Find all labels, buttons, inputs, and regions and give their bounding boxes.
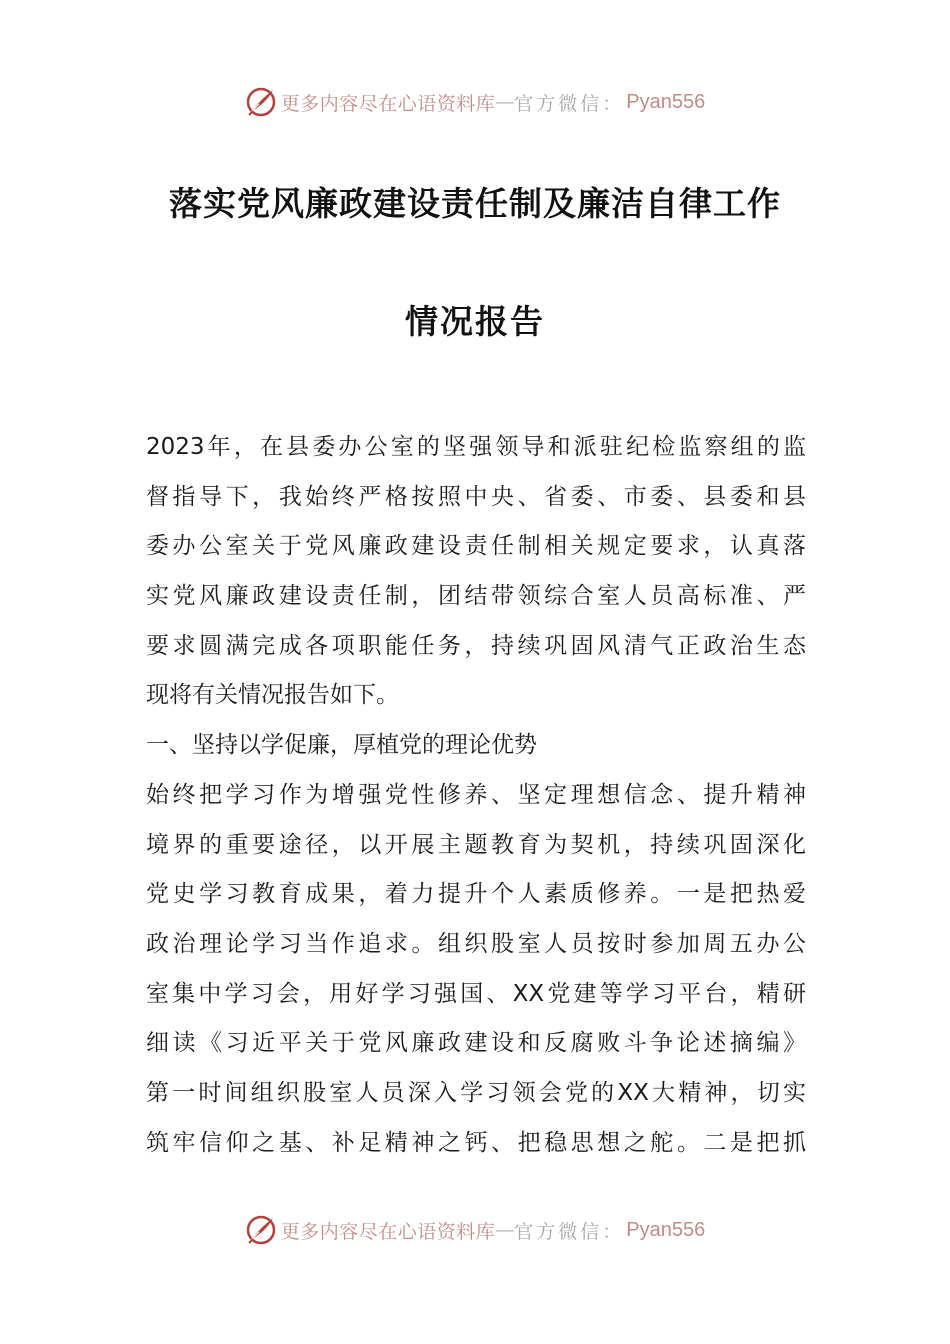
body-line: 要求圆满完成各项职能任务，持续巩固风清气正政治生态 [146, 632, 806, 659]
watermark-banner-bottom [0, 1210, 950, 1250]
body-line: 督指导下，我始终严格按照中央、省委、市委、县委和县 [146, 483, 806, 510]
document-title-line-1: 落实党风廉政建设责任制及廉洁自律工作 [169, 184, 781, 223]
watermark-site-text: 更多内容尽在心语资料库 [280, 1220, 496, 1243]
watermark-separator: — [495, 1219, 515, 1241]
body-line: 第一时间组织股室人员深入学习领会党的XX大精神，切实 [146, 1079, 806, 1106]
document-title-line-2: 情况报告 [405, 302, 545, 341]
body-line: 筑牢信仰之基、补足精神之钙、把稳思想之舵。二是把抓 [146, 1129, 806, 1156]
body-line: 境界的重要途径，以开展主题教育为契机，持续巩固深化 [146, 831, 806, 858]
watermark-wechat-id: Pyan556 [626, 90, 706, 113]
watermark-site-text: 更多内容尽在心语资料库 [280, 92, 496, 115]
body-line: 实党风廉政建设责任制，团结带领综合室人员高标准、严 [146, 583, 806, 610]
quill-logo-icon [245, 1214, 277, 1246]
body-line: 党史学习教育成果，着力提升个人素质修养。一是把热爱 [146, 881, 806, 908]
watermark-wechat-id: Pyan556 [626, 1218, 706, 1241]
body-line: 细读《习近平关于党风廉政建设和反腐败斗争论述摘编》 [146, 1030, 806, 1057]
body-line: 室集中学习会，用好学习强国、XX党建等学习平台，精研 [146, 980, 806, 1007]
watermark-wechat-label: 官方微信： [514, 1220, 625, 1243]
section-heading: 一、坚持以学促廉，厚植党的理论优势 [146, 732, 537, 759]
body-line: 始终把学习作为增强党性修养、坚定理想信念、提升精神 [146, 781, 806, 808]
body-line: 现将有关情况报告如下。 [146, 682, 399, 709]
body-line: 政治理论学习当作追求。组织股室人员按时参加周五办公 [146, 930, 806, 957]
document-body [146, 423, 806, 1168]
watermark-banner-top [0, 82, 950, 122]
watermark-separator: — [495, 91, 515, 113]
watermark-wechat-label: 官方微信： [514, 92, 625, 115]
body-line: 2023年，在县委办公室的坚强领导和派驻纪检监察组的监 [146, 434, 806, 460]
quill-logo-icon [245, 86, 277, 118]
body-line: 委办公室关于党风廉政建设责任制相关规定要求，认真落 [146, 533, 806, 560]
